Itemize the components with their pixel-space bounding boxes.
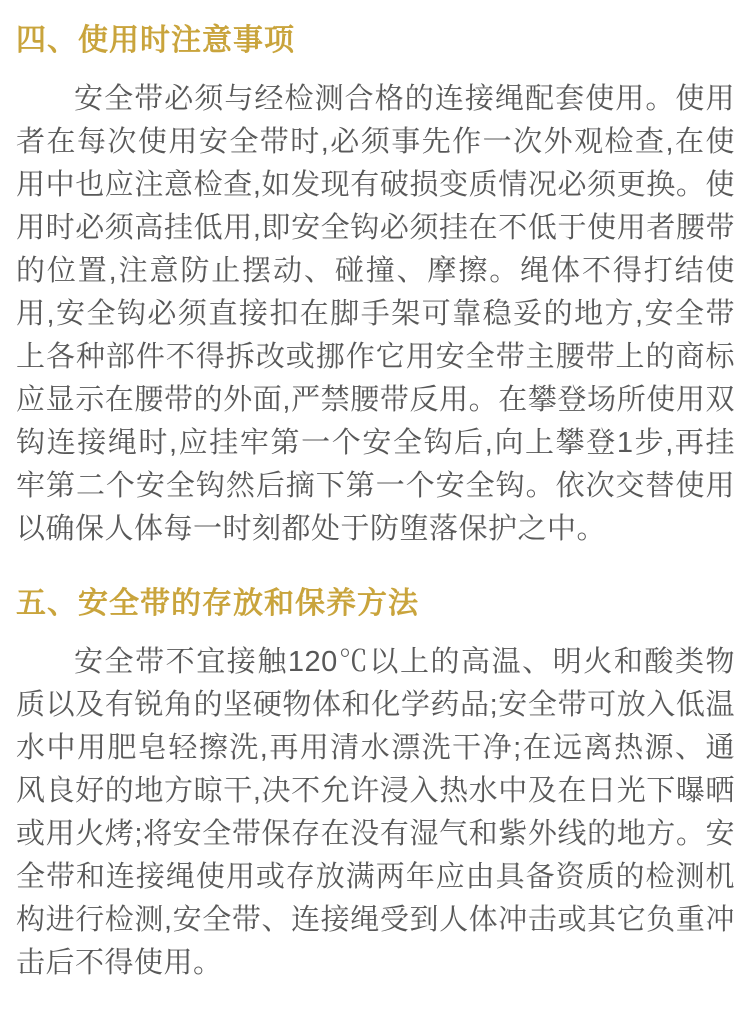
section-storage-maintenance bbox=[16, 587, 735, 985]
section-usage-precautions-paragraph: 安全带必须与经检测合格的连接绳配套使用。使用者在每次使用安全带时,必须事先作一次外观检查,在使用中也应注意检查,如发现有破损变质情况必须更换。使用时必须高挂低用,即安全钩必须挂在不低于使用者腰带的位置,注意防止摆动、碰撞、摩擦。绳体不得打结使用,安全钩必须直接扣在脚手架可靠稳妥的地方,安全带上各种部件不得拆改或挪作它用安全带主腰带上的商标应显示在腰带的外面,严禁腰带反用。在攀登场所使用双钩连接绳时,应挂牢第一个安全钩后,向上攀登1步,再挂牢第二个安全钩然后摘下第一个安全钩。依次交替使用以确保人体每一时刻都处于防堕落保护之中。 bbox=[16, 83, 735, 545]
section-usage-precautions bbox=[16, 24, 735, 551]
section-usage-precautions-heading: 四、使用时注意事项 bbox=[16, 24, 295, 57]
section-storage-maintenance-paragraph: 安全带不宜接触120℃以上的高温、明火和酸类物质以及有锐角的坚硬物体和化学药品;安全带可放入低温水中用肥皂轻擦洗,再用清水漂洗干净;在远离热源、通风良好的地方晾干,决不允许浸入热水中及在日光下曝晒或用火烤;将安全带保存在没有湿气和紫外线的地方。安全带和连接绳使用或存放满两年应由具备资质的检测机构进行检测,安全带、连接绳受到人体冲击或其它负重冲击后不得使用。 bbox=[16, 646, 735, 979]
section-storage-maintenance-heading: 五、安全带的存放和保养方法 bbox=[16, 587, 419, 620]
